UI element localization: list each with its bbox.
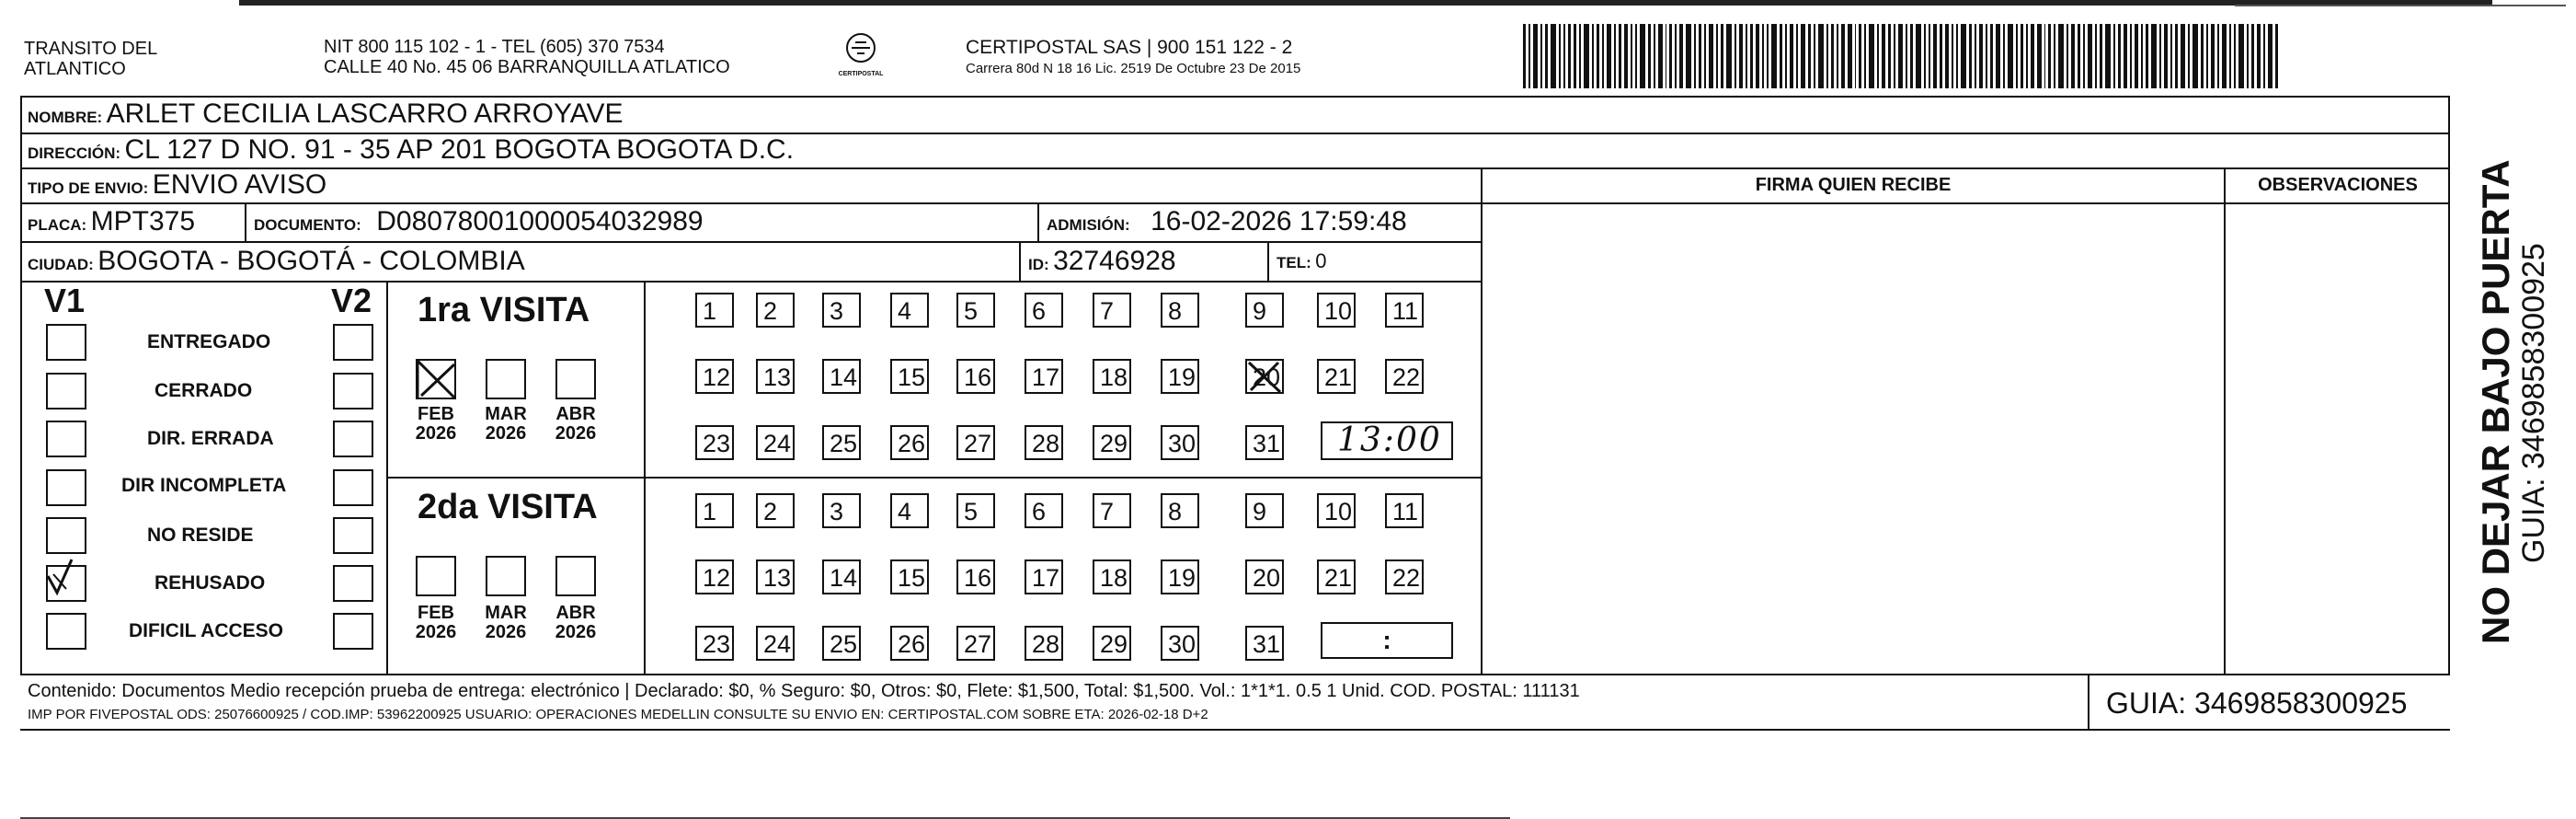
- ciudad-value: BOGOTA - BOGOTÁ - COLOMBIA: [97, 246, 525, 276]
- year-label: 2026: [415, 622, 457, 642]
- visit-divider: [386, 477, 1481, 479]
- observaciones-area[interactable]: [2226, 204, 2450, 672]
- tel-label: TEL:: [1277, 254, 1311, 271]
- reason-dir-incompleta: DIR INCOMPLETA: [121, 475, 287, 496]
- v2-checkbox-dir-errada[interactable]: [333, 421, 373, 457]
- tipo-envio-value: ENVIO AVISO: [152, 169, 327, 200]
- second-visit-day-13[interactable]: 13: [756, 559, 795, 594]
- first-visit-day-22[interactable]: 22: [1385, 359, 1424, 394]
- direccion-field: [28, 133, 794, 167]
- second-visit-day-20[interactable]: 20: [1245, 559, 1284, 594]
- second-visit-day-25[interactable]: 25: [822, 626, 861, 661]
- first-visit-time-box[interactable]: [1321, 421, 1453, 460]
- logo-text: CERTIPOSTAL: [838, 71, 884, 77]
- first-visit-month-mar-checkbox[interactable]: [486, 359, 526, 399]
- admision-sep: [1037, 202, 1039, 241]
- org-line2: ATLANTICO: [24, 59, 126, 79]
- month-mar-label: MAR: [485, 404, 527, 424]
- v2-checkbox-rehusado[interactable]: [333, 565, 373, 602]
- top-scan-edge: [239, 0, 2492, 6]
- first-visit-month-mar: [478, 405, 533, 444]
- top-right-edge: [2235, 5, 2566, 6]
- first-visit-day-28[interactable]: 28: [1025, 425, 1063, 460]
- second-visit-day-19[interactable]: 19: [1161, 559, 1199, 594]
- id-label: ID:: [1028, 256, 1049, 273]
- placa-field: [28, 202, 195, 241]
- first-visit-day-14[interactable]: 14: [822, 359, 861, 394]
- org-line1: TRANSITO DEL: [24, 39, 158, 59]
- first-visit-day-31[interactable]: 31: [1245, 425, 1284, 460]
- second-visit-day-9[interactable]: 9: [1245, 493, 1284, 528]
- second-visit-day-26[interactable]: 26: [890, 626, 929, 661]
- v1-label: V1: [44, 282, 86, 319]
- row-line-footer: [20, 674, 2450, 675]
- v2-checkbox-no-reside[interactable]: [333, 517, 373, 554]
- v1-checkbox-entregado[interactable]: [46, 324, 86, 361]
- first-visit-day-27[interactable]: 27: [956, 425, 995, 460]
- first-visit-day-23[interactable]: 23: [695, 425, 734, 460]
- second-visit-day-8[interactable]: 8: [1161, 493, 1199, 528]
- second-visit-day-29[interactable]: 29: [1093, 626, 1131, 661]
- first-visit-month-abr-checkbox[interactable]: [555, 359, 596, 399]
- second-visit-day-10[interactable]: 10: [1317, 493, 1356, 528]
- org-name: [24, 39, 157, 79]
- documento-field: [254, 202, 704, 241]
- nit-line2: CALLE 40 No. 45 06 BARRANQUILLA ATLATICO: [324, 57, 730, 77]
- id-field: [1028, 241, 1176, 281]
- footer-guia: GUIA: 3469858300925: [2106, 686, 2408, 720]
- first-visit-day-1[interactable]: 1: [695, 293, 734, 328]
- v2-checkbox-dir-incompleta[interactable]: [333, 469, 373, 506]
- reason-entregado: ENTREGADO: [147, 331, 271, 352]
- month-mar-label: MAR: [485, 603, 527, 623]
- second-visit-month-mar: [478, 604, 533, 642]
- first-visit-day-20[interactable]: 20: [1245, 359, 1284, 394]
- tipo-envio-label: TIPO DE ENVIO:: [28, 179, 149, 197]
- direccion-value: CL 127 D NO. 91 - 35 AP 201 BOGOTA BOGOTA D.C.: [124, 134, 795, 165]
- first-visit-day-11[interactable]: 11: [1385, 293, 1424, 328]
- month-feb-label: FEB: [418, 404, 454, 424]
- second-visit-day-22[interactable]: 22: [1385, 559, 1424, 594]
- reason-dificil-acceso: DIFICIL ACCESO: [129, 620, 284, 641]
- v1-checkbox-dificil-acceso[interactable]: [46, 613, 86, 650]
- admision-label: ADMISIÓN:: [1047, 216, 1130, 234]
- first-visit-title: 1ra VISITA: [418, 291, 590, 329]
- second-visit-day-3[interactable]: 3: [822, 493, 861, 528]
- first-visit-day-2[interactable]: 2: [756, 293, 795, 328]
- first-visit-day-5[interactable]: 5: [956, 293, 995, 328]
- tel-sep: [1267, 241, 1269, 281]
- id-value: 32746928: [1053, 246, 1176, 276]
- certipostal-logo: [835, 31, 887, 83]
- second-visit-day-15[interactable]: 15: [890, 559, 929, 594]
- first-visit-day-15[interactable]: 15: [890, 359, 929, 394]
- side-warning: NO DEJAR BAJO PUERTA: [2474, 159, 2517, 644]
- first-visit-day-19[interactable]: 19: [1161, 359, 1199, 394]
- first-visit-day-6[interactable]: 6: [1025, 293, 1063, 328]
- month-abr-label: ABR: [555, 603, 596, 623]
- id-sep: [1019, 241, 1021, 281]
- firma-area[interactable]: [1483, 204, 2224, 672]
- second-visit-day-4[interactable]: 4: [890, 493, 929, 528]
- nombre-field: [28, 96, 624, 133]
- second-visit-day-17[interactable]: 17: [1025, 559, 1063, 594]
- nit-block: [324, 37, 730, 77]
- documento-value: D08078001000054032989: [376, 206, 704, 236]
- first-visit-day-25[interactable]: 25: [822, 425, 861, 460]
- second-visit-day-2[interactable]: 2: [756, 493, 795, 528]
- year-label: 2026: [485, 423, 527, 444]
- year-label: 2026: [555, 423, 597, 444]
- second-visit-day-28[interactable]: 28: [1025, 626, 1063, 661]
- v1-checkbox-dir-incompleta[interactable]: [46, 469, 86, 506]
- tel-value: 0: [1315, 249, 1327, 272]
- ciudad-field: [28, 241, 525, 281]
- nombre-value: ARLET CECILIA LASCARRO ARROYAVE: [106, 98, 624, 129]
- second-visit-day-14[interactable]: 14: [822, 559, 861, 594]
- second-visit-day-31[interactable]: 31: [1245, 626, 1284, 661]
- v2-checkbox-entregado[interactable]: [333, 324, 373, 361]
- second-visit-month-abr-checkbox[interactable]: [555, 556, 596, 596]
- admision-field: [1047, 202, 1407, 241]
- second-visit-day-30[interactable]: 30: [1161, 626, 1199, 661]
- month-abr-label: ABR: [555, 404, 596, 424]
- month-feb-label: FEB: [418, 603, 454, 623]
- reason-dir-errada: DIR. ERRADA: [147, 428, 274, 449]
- second-visit-day-6[interactable]: 6: [1025, 493, 1063, 528]
- first-visit-day-8[interactable]: 8: [1161, 293, 1199, 328]
- year-label: 2026: [555, 622, 597, 642]
- year-label: 2026: [485, 622, 527, 642]
- footer-contenido: Contenido: Documentos Medio recepción prueba de entrega: electrónico | Declarado: $0, % Seguro: $0, Otros: $0, Flete: $1,500, Total: $1,500. Vol.: 1*1*1. 0.5 1 Unid. COD. POSTAL: 111131: [28, 681, 1580, 701]
- ciudad-label: CIUDAD:: [28, 256, 94, 273]
- nit-line1: NIT 800 115 102 - 1 - TEL (605) 370 7534: [324, 37, 665, 57]
- v1-checkbox-cerrado[interactable]: [46, 373, 86, 410]
- v2-checkbox-dificil-acceso[interactable]: [333, 613, 373, 650]
- second-visit-day-16[interactable]: 16: [956, 559, 995, 594]
- first-visit-day-30[interactable]: 30: [1161, 425, 1199, 460]
- footer-imp-line: IMP POR FIVEPOSTAL ODS: 25076600925 / COD.IMP: 53962200925 USUARIO: OPERACIONES MEDELLIN CONSULTE SU ENVIO EN: CERTIPOSTAL.COM SOBRE ETA: 2026-02-18 D+2: [28, 707, 1208, 722]
- second-visit-day-5[interactable]: 5: [956, 493, 995, 528]
- reason-no-reside: NO RESIDE: [147, 525, 254, 546]
- direccion-label: DIRECCIÓN:: [28, 144, 121, 162]
- placa-sep: [245, 202, 246, 241]
- first-visit-day-13[interactable]: 13: [756, 359, 795, 394]
- first-visit-day-26[interactable]: 26: [890, 425, 929, 460]
- company-line1: CERTIPOSTAL SAS | 900 151 122 - 2: [966, 37, 1293, 58]
- second-visit-day-12[interactable]: 12: [695, 559, 734, 594]
- documento-label: DOCUMENTO:: [254, 216, 361, 234]
- v1-checkbox-no-reside[interactable]: [46, 517, 86, 554]
- placa-value: MPT375: [90, 206, 196, 236]
- v1-checkbox-dir-errada[interactable]: [46, 421, 86, 457]
- first-visit-day-24[interactable]: 24: [756, 425, 795, 460]
- footer-bottom-line: [20, 729, 2450, 731]
- admision-value: 16-02-2026 17:59:48: [1151, 206, 1407, 236]
- second-visit-day-11[interactable]: 11: [1385, 493, 1424, 528]
- first-visit-day-7[interactable]: 7: [1093, 293, 1131, 328]
- second-visit-day-18[interactable]: 18: [1093, 559, 1131, 594]
- first-visit-time: 13:00: [1337, 421, 1442, 459]
- second-visit-day-21[interactable]: 21: [1317, 559, 1356, 594]
- day-mark-icon: [1245, 359, 1286, 396]
- row-line-5: [20, 281, 1483, 283]
- first-visit-day-3[interactable]: 3: [822, 293, 861, 328]
- first-visit-day-10[interactable]: 10: [1317, 293, 1356, 328]
- observaciones-header: OBSERVACIONES: [2258, 175, 2418, 195]
- first-visit-day-4[interactable]: 4: [890, 293, 929, 328]
- check-mark-icon: [44, 556, 85, 593]
- year-label: 2026: [415, 423, 457, 444]
- second-visit-time: :: [1382, 626, 1391, 654]
- second-visit-title: 2da VISITA: [418, 488, 598, 526]
- second-visit-day-27[interactable]: 27: [956, 626, 995, 661]
- company-block: [966, 37, 1300, 76]
- second-visit-day-24[interactable]: 24: [756, 626, 795, 661]
- second-visit-day-23[interactable]: 23: [695, 626, 734, 661]
- second-visit-month-feb: [408, 604, 464, 642]
- company-line2: Carrera 80d N 18 16 Lic. 2519 De Octubre 23 De 2015: [966, 61, 1301, 76]
- placa-label: PLACA:: [28, 216, 87, 234]
- first-visit-day-17[interactable]: 17: [1025, 359, 1063, 394]
- second-visit-month-abr: [548, 604, 603, 642]
- first-visit-day-29[interactable]: 29: [1093, 425, 1131, 460]
- x-mark-icon: [416, 359, 456, 399]
- side-guia: GUIA: 3469858300925: [2516, 243, 2551, 563]
- second-visit-time-box[interactable]: [1321, 622, 1453, 659]
- footer-guia-sep: [2088, 674, 2089, 729]
- second-visit-month-feb-checkbox[interactable]: [416, 556, 456, 596]
- v1-checkbox-rehusado[interactable]: [46, 565, 86, 602]
- first-visit-day-21[interactable]: 21: [1317, 359, 1356, 394]
- tipo-envio-field: [28, 167, 326, 202]
- v2-label: V2: [331, 282, 372, 319]
- first-visit-day-16[interactable]: 16: [956, 359, 995, 394]
- firma-header: FIRMA QUIEN RECIBE: [1755, 175, 1952, 195]
- first-visit-day-12[interactable]: 12: [695, 359, 734, 394]
- nombre-label: NOMBRE:: [28, 109, 103, 126]
- first-visit-day-18[interactable]: 18: [1093, 359, 1131, 394]
- second-visit-day-7[interactable]: 7: [1093, 493, 1131, 528]
- first-visit-month-feb-checkbox[interactable]: [416, 359, 456, 399]
- second-visit-day-1[interactable]: 1: [695, 493, 734, 528]
- second-visit-month-mar-checkbox[interactable]: [486, 556, 526, 596]
- v2-checkbox-cerrado[interactable]: [333, 373, 373, 410]
- barcode: [1523, 24, 2281, 88]
- first-visit-day-9[interactable]: 9: [1245, 293, 1284, 328]
- tel-field: [1277, 241, 1326, 281]
- first-visit-month-abr: [548, 405, 603, 444]
- first-visit-month-feb: [408, 405, 464, 444]
- reason-rehusado: REHUSADO: [155, 572, 266, 594]
- reason-cerrado: CERRADO: [155, 380, 253, 401]
